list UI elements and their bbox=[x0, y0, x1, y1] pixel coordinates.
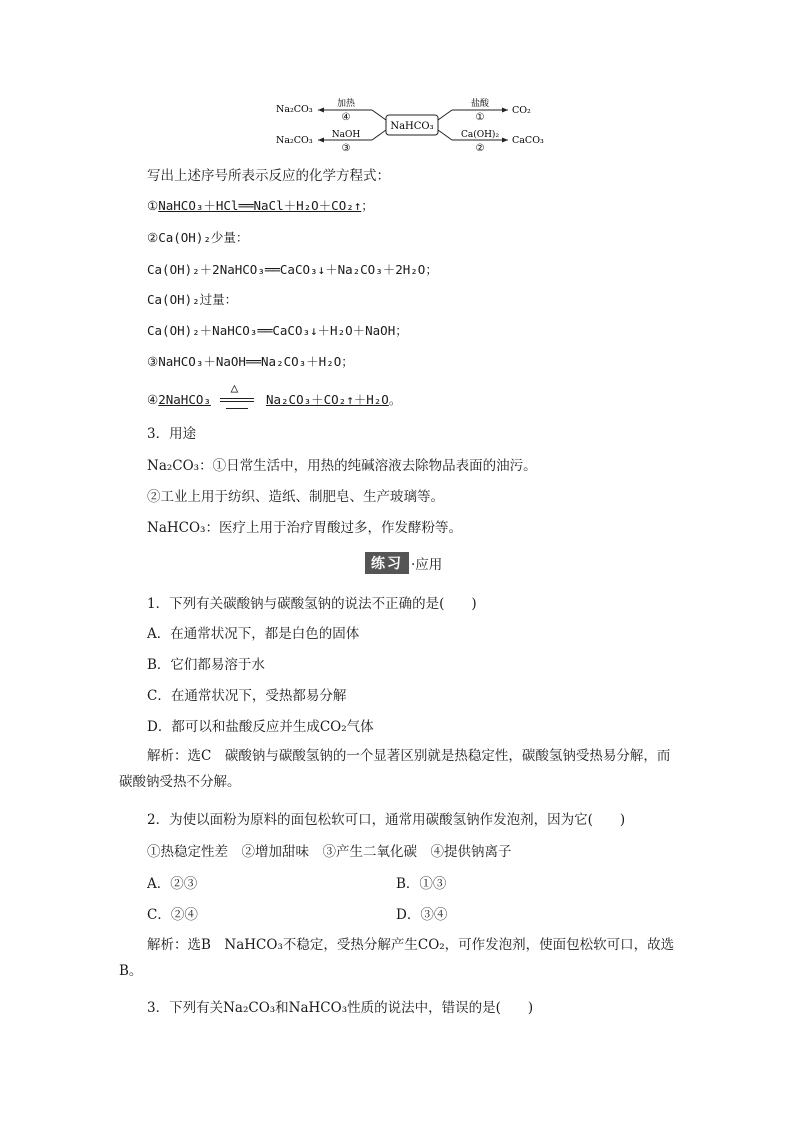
equation-4-right: Na₂CO₃＋CO₂↑＋H₂O bbox=[265, 392, 389, 407]
use-title: 3．用途 bbox=[147, 426, 197, 442]
question-2-option-b: B．①③ bbox=[396, 876, 447, 892]
question-2: 2．为使以面粉为原料的面包松软可口，通常用碳酸氢钠作发泡剂，因为它( ) bbox=[147, 812, 626, 828]
right-top-cond: 盐酸 bbox=[470, 99, 490, 109]
question-3: 3．下列有关Na₂CO₃和NaHCO₃性质的说法中，错误的是( ) bbox=[147, 1000, 534, 1016]
left-bottom-product: Na₂CO₃ bbox=[276, 135, 313, 146]
question-2-items: ①热稳定性差 ②增加甜味 ③产生二氧化碳 ④提供钠离子 bbox=[147, 844, 512, 860]
left-bottom-arrowhead bbox=[318, 138, 324, 143]
equation-2b: Ca(OH)₂＋NaHCO₃══CaCO₃↓＋H₂O＋NaOH； bbox=[147, 323, 408, 338]
right-bottom-arrowhead bbox=[502, 138, 508, 143]
delta-symbol: △ bbox=[230, 380, 239, 396]
left-top-product: Na₂CO₃ bbox=[276, 104, 313, 115]
left-bottom-cond: NaOH bbox=[331, 130, 361, 140]
question-2-option-d: D．③④ bbox=[396, 907, 448, 923]
left-top-arrowhead bbox=[318, 108, 324, 113]
right-bottom-num: ② bbox=[475, 143, 485, 152]
equation-3: ③NaHCO₃＋NaOH══Na₂CO₃＋H₂O； bbox=[147, 354, 354, 369]
use-1: Na₂CO₃：①日常生活中，用热的纯碱溶液去除物品表面的油污。 bbox=[147, 458, 537, 474]
right-top-num: ① bbox=[475, 112, 485, 123]
right-top-product: CO₂ bbox=[512, 105, 531, 116]
center-label: NaHCO₃ bbox=[390, 121, 434, 132]
equation-2: Ca(OH)₂＋2NaHCO₃══CaCO₃↓＋Na₂CO₃＋2H₂O； bbox=[147, 262, 438, 277]
question-2-option-a: A．②③ bbox=[147, 876, 198, 892]
equation-4: ④2NaHCO₃ △ Na₂CO₃＋CO₂↑＋H₂O。 bbox=[147, 390, 401, 411]
left-top-num: ④ bbox=[341, 112, 351, 123]
use-2: ②工业上用于纺织、造纸、制肥皂、生产玻璃等。 bbox=[147, 489, 444, 505]
right-bottom-cond: Ca(OH)₂ bbox=[460, 130, 500, 140]
equation-1: ①NaHCO₃＋HCl══NaCl＋H₂O＋CO₂↑； bbox=[147, 198, 374, 213]
practice-badge-tail: ·应用 bbox=[411, 557, 443, 573]
use-3: NaHCO₃：医疗上用于治疗胃酸过多，作发酵粉等。 bbox=[147, 520, 462, 536]
equation-2b-heading: Ca(OH)₂过量： bbox=[147, 292, 238, 307]
equation-1-body: NaHCO₃＋HCl══NaCl＋H₂O＋CO₂↑ bbox=[158, 198, 362, 213]
question-1-option-c: C．在通常状况下，受热都易分解 bbox=[147, 688, 347, 704]
heat-condition-sign bbox=[218, 380, 258, 411]
practice-section-header bbox=[365, 552, 442, 574]
equation-2-heading: ②Ca(OH)₂少量： bbox=[147, 230, 249, 245]
equation-4-left: 2NaHCO₃ bbox=[158, 392, 211, 407]
question-2-option-c: C．②④ bbox=[147, 907, 198, 923]
question-1-answer: 解析：选C 碳酸钠与碳酸氢钠的一个显著区别就是热稳定性，碳酸氢钠受热易分解，而碳酸钠受热不分解。 bbox=[119, 748, 671, 790]
practice-badge: 练习 bbox=[365, 552, 409, 574]
reaction-diagram bbox=[270, 92, 560, 152]
left-top-cond: 加热 bbox=[336, 99, 356, 109]
question-2-answer: 解析：选B NaHCO₃不稳定，受热分解产生CO₂，可作发泡剂，使面包松软可口，故选B。 bbox=[119, 937, 675, 979]
question-1-option-d: D．都可以和盐酸反应并生成CO₂气体 bbox=[147, 719, 374, 735]
question-1: 1．下列有关碳酸钠与碳酸氢钠的说法不正确的是( ) bbox=[147, 596, 477, 612]
question-1-option-a: A．在通常状况下，都是白色的固体 bbox=[147, 626, 360, 642]
equation-prompt: 写出上述序号所表示反应的化学方程式： bbox=[147, 168, 390, 184]
question-1-option-b: B．它们都易溶于水 bbox=[147, 657, 265, 673]
left-bottom-num: ③ bbox=[341, 143, 351, 152]
right-top-arrowhead bbox=[502, 108, 508, 113]
right-bottom-product: CaCO₃ bbox=[512, 135, 544, 146]
